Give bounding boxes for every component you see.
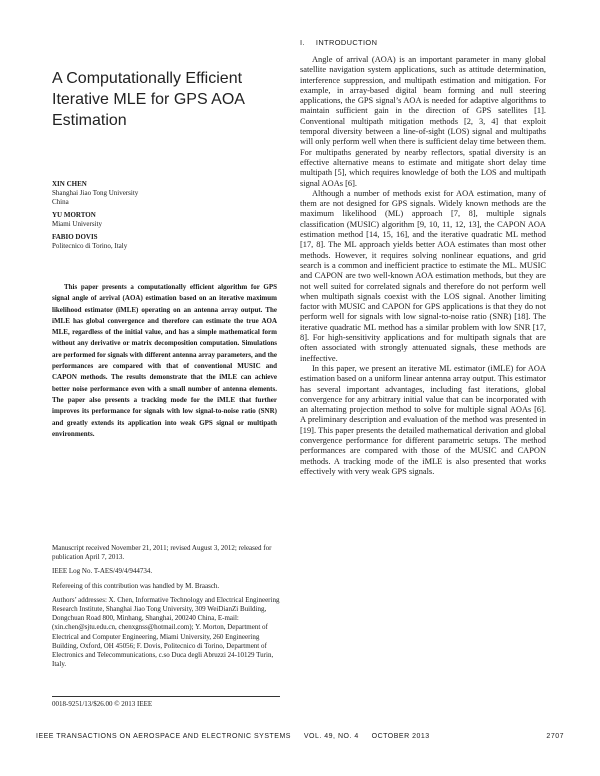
author-name: YU MORTON bbox=[52, 211, 96, 219]
footer-journal bbox=[36, 733, 430, 740]
author-addresses: Authors’ addresses: X. Chen, Informative Technology and Electrical Engineering Research Institute, Shanghai Jiao Tong University, 309 WeiDianZi Building, Dongchuan Road 800, Minhang, Shanghai, 200240 China, E-mail: (xin.chen@sjtu.edu.cn, chenxgnss@hotmail.com); Y. Morton, Department of Electrical and Computer Engineering, Miami University, 260 Engineering Building, Oxford, OH 45056; F. Dovis, Politecnico di Torino, Department of Electronics and Telecommunications, c.so Duca degli Abruzzi 24-10129 Turin, Italy. bbox=[52, 595, 280, 669]
page-footer bbox=[36, 733, 564, 740]
abstract: This paper presents a computationally efficient algorithm for GPS signal angle of arrival (AOA) estimation based on an iterative maximum likelihood estimator (iMLE) operating on an antenna array output. The iMLE has global convergence and therefore can estimate the true AOA MLE, regardless of the initial value, and has a simple mathematical form without any derivative or matrix decomposition computation. Simulations are performed for signals with different antenna array parameters, and the performances are compared with that of conventional MUSIC and CAPON methods. The results demonstrate that the iMLE can achieve better noise performance even with a small number of antenna elements. The paper also presents a tracking mode for the iMLE that further improves its performance for signals with low signal-to-noise ratio (SNR) and greatly extends its application into weak GPS signal or multipath environments. bbox=[52, 283, 277, 438]
author-block bbox=[52, 180, 282, 207]
author-block bbox=[52, 233, 282, 251]
front-matter bbox=[52, 544, 280, 674]
body-paragraph: Although a number of methods exist for AOA estimation, many of them are not designed for GPS signals. Widely known methods are the maximum likelihood (ML) approach [7, 8], multiple signals classification (MUSIC) algorithm [9, 10, 11, 12, 13], the CAPON AOA estimation method [14, 15, 16], and the iterative quadratic ML method [17, 8]. The ML approach yields better AOA estimates than most other methods. However, it requires solving nonlinear equations, and grid search is a common and inefficient practice to estimate the ML. MUSIC and CAPON are two well-known AOA estimation methods, but they are not well suited for correlated signals and therefore do not perform well when multipath signals coexist with the LOS signal. Another limiting factor with MUSIC and CAPON for GPS applications is that they do not perform well for signals with low signal-to-noise ratio (SNR) [18]. The iterative quadratic ML method has a similar problem with low SNR [17, 8]. For high-sensitivity applications and for multipath signals that are often associated with strongly attenuated signals, these methods are ineffective. bbox=[300, 188, 546, 363]
author-list bbox=[52, 180, 282, 255]
body-paragraph: In this paper, we present an iterative ML estimator (iMLE) for AOA estimation based on a uniform linear antenna array output. This estimator has several important advantages, including fast iterations, global convergence for any arbitrary initial value that can be incorporated with an alternating projection method to solve for multiple signal AOAs [6]. A preliminary description and evaluation of the method was presented in [19]. This paper presents the detailed mathematical derivation and global convergence performance for different parametric setups. The method performances are compared with those of the MUSIC and CAPON methods. A tracking mode of the iMLE is also presented that works effectively with very weak GPS signals. bbox=[300, 363, 546, 476]
author-affiliation: China bbox=[52, 198, 69, 206]
author-block bbox=[52, 211, 282, 229]
author-name: XIN CHEN bbox=[52, 180, 87, 188]
body-paragraph: Angle of arrival (AOA) is an important parameter in many global satellite navigation system applications, such as attitude determination, interference suppression, and multipath estimation and mitigation. For example, in array-based digital beam forming and null steering applications, the GPS signal’s AOA is needed for adaptive algorithms to maintain sufficient gain in the direction of GPS satellites [1]. Conventional multipath mitigation methods [2, 3, 4] that exploit temporal diversity between a line-of-sight (LOS) signal and multipaths will only perform well when there is sufficient delay time between them. For multipaths generated by nearby reflectors, spatial diversity is an effective alternative means to estimate and mitigate short delay time multipath [5], which requires knowledge of both the LOS and multipath signal AOAs [6]. bbox=[300, 55, 546, 188]
copyright-divider bbox=[52, 696, 280, 697]
ieee-log-number: IEEE Log No. T-AES/49/4/944734. bbox=[52, 567, 153, 576]
paper-title: A Computationally Efficient Iterative MLE for GPS AOA Estimation bbox=[52, 70, 245, 129]
journal-volume: VOL. 49, NO. 4 bbox=[303, 733, 359, 740]
author-affiliation: Politecnico di Torino, Italy bbox=[52, 242, 128, 250]
introduction-body bbox=[300, 55, 546, 477]
section-heading bbox=[300, 38, 377, 47]
manuscript-dates: Manuscript received November 21, 2011; revised August 3, 2012; released for publication April 7, 2013. bbox=[52, 544, 272, 562]
section-title: INTRODUCTION bbox=[315, 38, 378, 47]
journal-date: OCTOBER 2013 bbox=[371, 733, 430, 740]
section-number: I. bbox=[300, 38, 305, 47]
refereeing-note: Refereeing of this contribution was handled by M. Braasch. bbox=[52, 581, 220, 590]
journal-name: IEEE TRANSACTIONS ON AEROSPACE AND ELECTRONIC SYSTEMS bbox=[36, 733, 291, 740]
page-number: 2707 bbox=[546, 733, 564, 740]
author-name: FABIO DOVIS bbox=[52, 233, 98, 241]
author-affiliation: Shanghai Jiao Tong University bbox=[52, 189, 139, 197]
author-affiliation: Miami University bbox=[52, 220, 102, 228]
copyright-line: 0018-9251/13/$26.00 © 2013 IEEE bbox=[52, 700, 153, 708]
